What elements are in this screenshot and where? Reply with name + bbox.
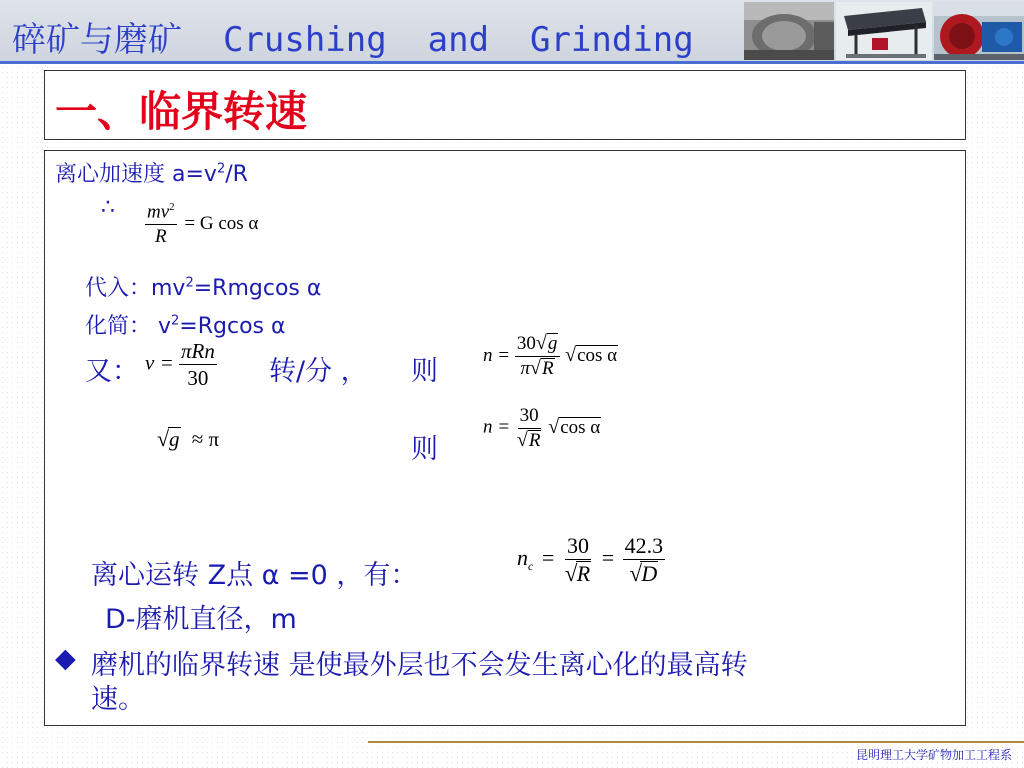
then-text-1: 则 — [411, 356, 438, 387]
unit-text: 转/分 ， — [269, 356, 368, 387]
nc-eq-2: = — [601, 544, 615, 570]
mill-photo — [744, 2, 834, 60]
also-label: 又： — [85, 356, 139, 387]
critical-speed-equation — [517, 533, 665, 587]
g-radicand: g — [169, 427, 180, 451]
line1-text: 离心加速度 a=v — [55, 162, 217, 187]
header-bar — [0, 0, 1024, 64]
velocity-equation — [145, 339, 217, 390]
bullet-icon: ◆ — [55, 643, 76, 674]
screen-machine-photo — [836, 2, 932, 60]
line3-text: 化简： v — [85, 314, 172, 339]
rotation-speed-equation-2 — [483, 405, 601, 452]
substitute-line — [85, 271, 321, 302]
n2-numerator: 30 — [518, 405, 541, 429]
n1-denominator: π — [520, 357, 531, 379]
slide-title-box — [44, 70, 966, 140]
nc-eq-1: = — [541, 544, 555, 570]
eq1-denominator: R — [155, 226, 167, 248]
velocity-lhs: v = — [145, 350, 174, 375]
n2-cos-radicand: cos α — [560, 416, 601, 438]
nc-lhs: n — [517, 544, 528, 570]
n1-num-radicand: g — [547, 333, 558, 354]
nc-numerator-1: 30 — [565, 533, 591, 560]
slide-title: 一、临界转速 — [55, 87, 308, 136]
n2-den-radicand: R — [528, 429, 541, 451]
footer-institution: 昆明理工大学矿物加工工程系 — [855, 748, 1012, 762]
line1-suffix: /R — [225, 162, 248, 187]
line1-sup: 2 — [216, 161, 226, 177]
g-approx: ≈ π — [191, 427, 220, 451]
rotation-speed-equation-1 — [483, 333, 618, 380]
nc-numerator-2: 42.3 — [623, 533, 666, 560]
eq1-sup: 2 — [169, 201, 175, 213]
footer-divider — [368, 741, 1024, 743]
definition-line-2: 速。 — [91, 684, 145, 715]
n1-numerator: 30 — [516, 333, 536, 354]
content-box — [44, 150, 966, 726]
velocity-numerator: πRn — [181, 339, 215, 363]
n1-cos-radicand: cos α — [577, 344, 618, 366]
then-text-2: 则 — [411, 434, 438, 465]
force-balance-equation — [145, 201, 258, 248]
nc-den-radicand-2: D — [641, 561, 658, 587]
velocity-denominator: 30 — [187, 366, 209, 391]
line3-sup: 2 — [171, 313, 180, 329]
centrifugal-point-line: 离心运转 Z点 α =0 ，有： — [91, 560, 418, 591]
simplify-line — [85, 309, 286, 340]
ball-mill-photo — [934, 2, 1024, 60]
line2-suffix: =Rmgcos α — [193, 276, 322, 301]
nc-den-radicand-1: R — [576, 561, 591, 587]
line2-text: 代入：mv — [85, 276, 186, 301]
eq1-numerator: mv — [147, 201, 170, 223]
n1-lhs: n = — [483, 344, 511, 366]
line2-sup: 2 — [185, 275, 194, 291]
nc-sub: c — [528, 559, 534, 574]
line3-suffix: =Rgcos α — [179, 314, 286, 339]
n1-den-radicand: R — [542, 357, 554, 379]
gravity-approximation — [157, 427, 219, 452]
therefore-symbol: ∴ — [101, 195, 115, 220]
mill-diameter-line: D-磨机直径，m — [105, 604, 297, 635]
definition-line-1: 磨机的临界转速 是使最外层也不会发生离心化的最高转 — [91, 650, 748, 681]
centrifugal-acceleration-line — [55, 157, 248, 188]
course-title: 碎矿与磨矿 Crushing and Grinding — [12, 20, 694, 60]
eq1-rhs: = G cos α — [184, 212, 259, 234]
n2-lhs: n = — [483, 416, 511, 438]
